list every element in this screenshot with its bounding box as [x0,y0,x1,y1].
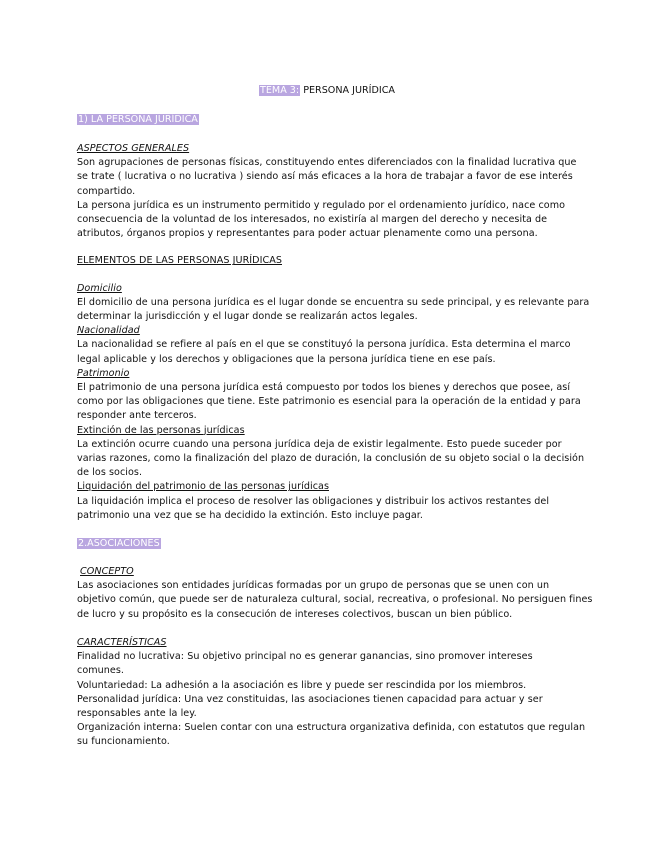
text-line: Personalidad jurídica: Una vez constituidas, las asociaciones tienen capacidad para actuar y ser [77,693,543,705]
elementos-block [77,254,577,268]
text-line: Son agrupaciones de personas físicas, constituyendo entes diferenciados con la finalidad lucrativa que [77,157,577,169]
text-line: compartido. [77,185,136,197]
patrimonio-label: Patrimonio [77,367,130,379]
text-line: su funcionamiento. [77,736,170,748]
title-text: PERSONA JURÍDICA [300,85,395,96]
text-line: objetivo común, que puede ser de naturaleza cultural, social, recreativa, o profesional. No persiguen fines [77,594,593,606]
extincion-text [77,438,585,481]
text-line: La nacionalidad se refiere al país en el que se constituyó la persona jurídica. Esta determina el marco [77,339,571,351]
elementos-label: ELEMENTOS DE LAS PERSONAS JURÍDICAS [77,255,282,267]
aspectos-generales-block [77,142,577,241]
aspectos-generales-label: ASPECTOS GENERALES [77,143,190,154]
extincion-label: Extinción de las personas jurídicas [77,424,245,436]
liquidacion-label: Liquidación del patrimonio de las personas jurídicas [77,481,329,493]
text-line: comunes. [77,665,125,677]
text-line: Organización interna: Suelen contar con una estructura organizativa definida, con estatutos que regulan [77,722,586,734]
text-line: consecuencia de la voluntad de los interesados, no existiría al margen del derecho y necesita de [77,214,548,226]
section-1-heading: 1) LA PERSONA JURÍDICA [78,114,198,125]
nacionalidad-label: Nacionalidad [77,325,140,337]
text-line: responsables ante la ley. [77,707,197,719]
concepto-block [77,565,593,622]
text-line: La liquidación implica el proceso de resolver las obligaciones y distribuir los activos restantes del [77,495,550,507]
concepto-label: CONCEPTO [80,566,134,578]
nacionalidad-text [77,338,577,366]
caracteristicas-text [77,650,586,749]
text-line: atributos, órganos propios y representantes para poder actuar plenamente como una persona. [77,228,538,240]
text-line: Finalidad no lucrativa: Su objetivo principal no es generar ganancias, sino promover intereses [77,651,533,663]
document-title [77,84,577,98]
tema-label: TEMA 3: [260,85,300,96]
text-line: se trate ( lucrativa o no lucrativa ) siendo así más eficaces a la hora de trabajar a favor de ese interés [77,171,573,183]
text-line: El domicilio de una persona jurídica es el lugar donde se encuentra su sede principal, y es relevante para [77,296,590,308]
patrimonio-text [77,381,581,424]
domicilio-block [77,282,590,523]
text-line: como por las obligaciones que tiene. Este patrimonio es esencial para la operación de la entidad y para [77,396,581,408]
text-line: de lucro y su propósito es la consecución de intereses colectivos, buscan un bien público. [77,608,513,620]
section-2-heading: 2.ASOCIACIONES [78,538,160,550]
caracteristicas-label: CARACTERÍSTICAS [77,636,167,648]
domicilio-text [77,296,590,324]
concepto-text [77,579,593,622]
caracteristicas-block [77,636,586,750]
text-line: Las asociaciones son entidades jurídicas formadas por un grupo de personas que se unen con un [77,580,550,592]
domicilio-label: Domicilio [77,282,122,294]
text-line: La persona jurídica es un instrumento permitido y regulado por el ordenamiento jurídico, nace como [77,199,566,211]
text-line: Voluntariedad: La adhesión a la asociación es libre y puede ser rescindida por los miembros. [77,679,527,691]
text-line: El patrimonio de una persona jurídica está compuesto por todos los bienes y derechos que posee, así [77,382,571,394]
liquidacion-text [77,495,577,523]
text-line: patrimonio una vez que se ha decidido la extinción. Esto incluye pagar. [77,509,423,521]
text-line: responder ante terceros. [77,410,197,422]
document-page [77,84,593,750]
aspectos-generales-text [77,156,577,241]
text-line: legal aplicable y los derechos y obligaciones que la persona jurídica tiene en ese país. [77,353,496,365]
text-line: La extinción ocurre cuando una persona jurídica deja de existir legalmente. Esto puede suceder por [77,438,562,450]
text-line: varias razones, como la finalización del plazo de duración, la conclusión de su objeto social o la decisión [77,453,585,465]
text-line: determinar la jurisdicción y el lugar donde se realizarán actos legales. [77,311,418,323]
text-line: de los socios. [77,467,143,479]
